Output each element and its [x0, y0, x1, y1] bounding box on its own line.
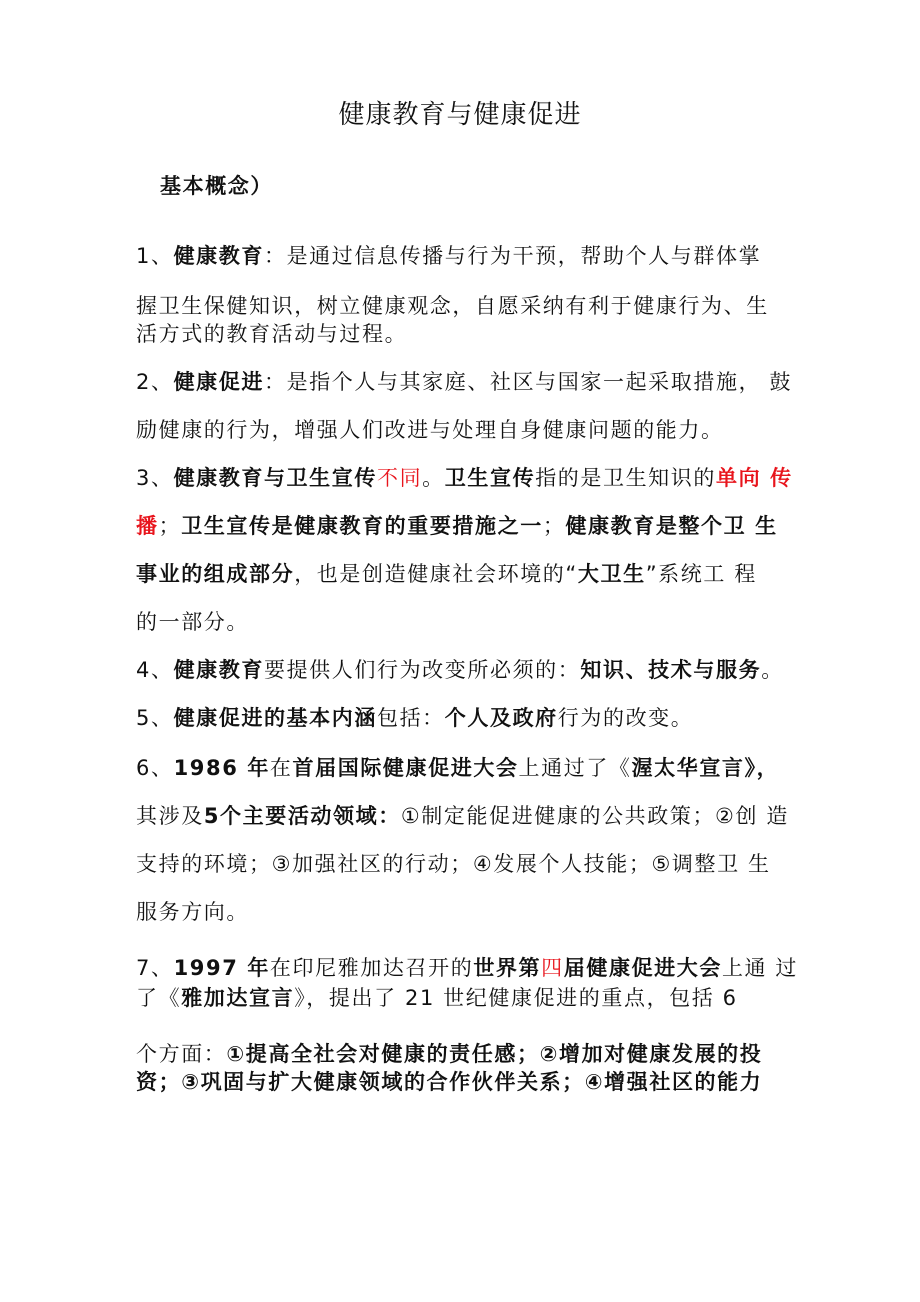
bold-text-run: 1997 年 — [173, 956, 270, 980]
bold-text-run: 渥太华宣言》， — [631, 756, 780, 780]
text-line — [136, 801, 789, 831]
text-run: 在印尼雅加达召开的 — [269, 956, 474, 980]
section-heading — [160, 171, 273, 201]
bold-text-run: 雅加达宣言 — [181, 986, 295, 1010]
text-run: 的一部分。 — [136, 610, 249, 634]
text-run: 励健康的行为，增强人们改进与处理自身健康问题的能力。 — [136, 418, 724, 442]
text-line — [136, 463, 793, 493]
bold-text-run: 世界第 — [473, 956, 542, 980]
text-run: ； — [158, 514, 182, 538]
text-line — [136, 753, 779, 783]
text-run: ：是通过信息传播与行为干预，帮助个人与群体掌 — [263, 244, 762, 268]
highlighted-text-run: 单向 传 — [716, 466, 793, 490]
bold-text-run: 1986 年 — [173, 756, 270, 780]
text-line — [136, 241, 761, 271]
text-run: 握卫生保健知识，树立健康观念，自愿采纳有利于健康行为、生 — [136, 294, 769, 318]
text-run: ，也是创造健康社会环境的“ — [294, 562, 578, 586]
text-run: 指的是卫生知识的 — [535, 466, 716, 490]
text-run: 6、 — [136, 756, 174, 780]
text-run: ”系统工 程 — [645, 562, 757, 586]
bold-text-run: 健康促进 — [173, 370, 264, 394]
highlighted-text-run: 播 — [136, 514, 159, 538]
text-line — [136, 983, 738, 1013]
bold-text-run: 健康促进的基本内涵 — [173, 706, 377, 730]
text-run: 了《 — [136, 986, 182, 1010]
bold-text-run: 健康教育与卫生宣传 — [173, 466, 377, 490]
highlighted-text-run: 不同 — [376, 466, 423, 490]
text-run: 要提供人们行为改变所必须的： — [263, 658, 581, 682]
text-run: 4、 — [136, 658, 174, 682]
text-line — [136, 1039, 762, 1069]
text-run: 2、 — [136, 370, 174, 394]
text-line — [136, 291, 769, 321]
text-line — [136, 415, 724, 445]
bold-text-run: 届健康促进大会 — [563, 956, 722, 980]
bold-text-run: 个人及政府 — [444, 706, 558, 730]
bold-text-run: 健康教育 — [173, 658, 264, 682]
bold-text-run: 资；③巩固与扩大健康领域的合作伙伴关系；④增强社区的能力 — [136, 1070, 763, 1094]
bold-text-run: 基本概念） — [160, 174, 273, 198]
text-run: ； — [542, 514, 566, 538]
bold-text-run: 知识、技术与服务 — [580, 658, 762, 682]
bold-text-run: 事业的组成部分 — [136, 562, 295, 586]
text-run: 行为的改变。 — [557, 706, 694, 730]
text-run: ：是指个人与其家庭、社区与国家一起采取措施， 鼓 — [263, 370, 793, 394]
text-run: 1、 — [136, 244, 174, 268]
text-line — [136, 849, 771, 879]
text-line — [136, 511, 778, 541]
text-run: 5、 — [136, 706, 174, 730]
document-title: 健康教育与健康促进 — [338, 100, 582, 130]
text-line — [136, 655, 784, 685]
text-line — [136, 953, 798, 983]
text-run: 3、 — [136, 466, 174, 490]
bold-text-run: 大卫生 — [577, 562, 646, 586]
text-line — [136, 367, 792, 397]
text-line — [136, 607, 249, 637]
text-line — [136, 1067, 762, 1097]
bold-text-run: 首届国际健康促进大会 — [292, 756, 519, 780]
bold-text-run: 健康教育 — [173, 244, 264, 268]
text-run: 上通过了《 — [518, 756, 632, 780]
text-line — [136, 897, 249, 927]
bold-text-run: 卫生宣传是健康教育的重要措施之一 — [181, 514, 543, 538]
bold-text-run: ①提高全社会对健康的责任感；②增加对健康发展的投 — [226, 1042, 763, 1066]
text-run: 支持的环境；③加强社区的行动；④发展个人技能；⑤调整卫 生 — [136, 852, 771, 876]
bold-text-run: 5个主要活动领域： — [203, 804, 401, 828]
text-run: 在 — [269, 756, 293, 780]
bold-text-run: 卫生宣传 — [444, 466, 536, 490]
text-run: ①制定能促进健康的公共政策；②创 造 — [400, 804, 789, 828]
text-line — [136, 559, 757, 589]
text-run: 包括： — [376, 706, 445, 730]
text-run: 活方式的教育活动与过程。 — [136, 322, 408, 346]
text-run: 个方面： — [136, 1042, 227, 1066]
highlighted-text-run: 四 — [541, 956, 564, 980]
text-run: 服务方向。 — [136, 900, 249, 924]
text-line — [136, 319, 407, 349]
text-run: 7、 — [136, 956, 174, 980]
text-run: 。 — [761, 658, 784, 682]
bold-text-run: 健康教育是整个卫 生 — [565, 514, 778, 538]
text-run: 其涉及 — [136, 804, 204, 828]
text-run: 》，提出了 21 世纪健康促进的重点，包括 6 — [294, 986, 738, 1010]
text-run: 上通 过 — [721, 956, 799, 980]
text-run: 。 — [422, 466, 445, 490]
text-line — [136, 703, 693, 733]
